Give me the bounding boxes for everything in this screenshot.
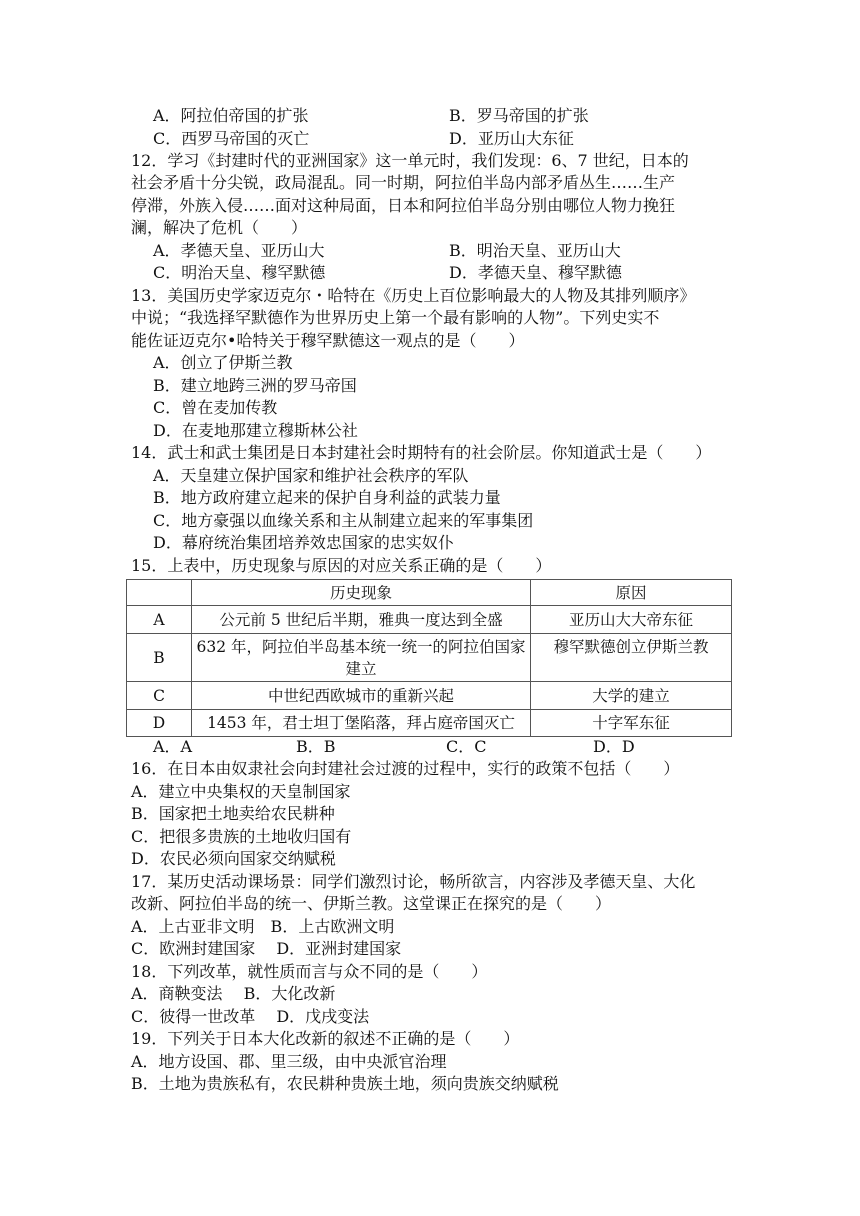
q13-stem-line: 能佐证迈克尔•哈特关于穆罕默德这一观点的是（ ） — [131, 331, 525, 350]
q15-stem: 15．上表中，历史现象与原因的对应关系正确的是（ ） — [131, 556, 552, 575]
q12-stem-line: 澜，解决了危机（ ） — [131, 218, 308, 237]
q12-stem-line: 停滞，外族入侵……面对这种局面，日本和阿拉伯半岛分别由哪位人物力挽狂 — [131, 196, 676, 215]
table-cell: D — [127, 710, 192, 737]
table-header-cell — [127, 580, 192, 606]
q16-option-d: D．农民必须向国家交纳赋税 — [131, 849, 336, 868]
table-row — [127, 606, 732, 634]
q18-options-ab: A．商鞅变法 B．大化改新 — [131, 984, 336, 1003]
q18-stem: 18．下列改革，就性质而言与众不同的是（ ） — [131, 962, 488, 981]
table-cell: C — [127, 682, 192, 710]
q15-option-b: B．B — [296, 737, 336, 756]
q15-option-d: D．D — [593, 737, 635, 756]
table-cell: A — [127, 606, 192, 634]
q15-option-c: C．C — [446, 737, 487, 756]
q19-stem: 19．下列关于日本大化改新的叙述不正确的是（ ） — [131, 1029, 520, 1048]
q12-option-c: C．明治天皇、穆罕默德 — [153, 263, 326, 282]
q15-option-a: A．A — [153, 737, 193, 756]
history-table — [126, 579, 732, 737]
table-row — [127, 682, 732, 710]
q13-option-c: C．曾在麦加传教 — [153, 398, 278, 417]
q13-stem-line: 13．美国历史学家迈克尔・哈特在《历史上百位影响最大的人物及其排列顺序》 — [131, 286, 696, 305]
q19-option-a: A．地方设国、郡、里三级，由中央派官治理 — [131, 1052, 447, 1071]
q13-option-a: A．创立了伊斯兰教 — [153, 353, 293, 372]
table-header-cell: 原因 — [531, 580, 732, 606]
q19-option-b: B．土地为贵族私有，农民耕种贵族土地，须向贵族交纳赋税 — [131, 1074, 559, 1093]
q14-stem: 14．武士和武士集团是日本封建社会时期特有的社会阶层。你知道武士是（ ） — [131, 443, 712, 462]
q16-option-b: B．国家把土地卖给农民耕种 — [131, 804, 335, 823]
q14-option-d: D．幕府统治集团培养效忠国家的忠实奴仆 — [153, 533, 454, 552]
q11-option-c: C．西罗马帝国的灭亡 — [153, 129, 310, 148]
q12-stem-line: 12．学习《封建时代的亚洲国家》这一单元时，我们发现：6、7 世纪，日本的 — [131, 151, 689, 170]
table-cell: 大学的建立 — [531, 682, 732, 710]
table-cell: 中世纪西欧城市的重新兴起 — [192, 682, 531, 710]
table-cell: 公元前 5 世纪后半期，雅典一度达到全盛 — [192, 606, 531, 634]
q17-stem-line: 17．某历史活动课场景：同学们激烈讨论，畅所欲言，内容涉及孝德天皇、大化 — [131, 872, 696, 891]
q14-option-b: B．地方政府建立起来的保护自身利益的武装力量 — [153, 488, 501, 507]
q16-option-c: C．把很多贵族的土地收归国有 — [131, 827, 352, 846]
q13-stem-line: 中说；“我选择罕默德作为世界历史上第一个最有影响的人物”。下列史实不 — [131, 308, 660, 327]
table-row — [127, 710, 732, 737]
q12-option-d: D．孝德天皇、穆罕默德 — [449, 263, 622, 282]
q14-option-a: A．天皇建立保护国家和维护社会秩序的军队 — [153, 466, 469, 485]
q16-option-a: A．建立中央集权的天皇制国家 — [131, 782, 351, 801]
q13-option-d: D．在麦地那建立穆斯林公社 — [153, 421, 358, 440]
q11-option-d: D．亚历山大东征 — [449, 129, 574, 148]
table-header-cell: 历史现象 — [192, 580, 531, 606]
q12-stem-line: 社会矛盾十分尖锐，政局混乱。同一时期，阿拉伯半岛内部矛盾丛生……生产 — [131, 173, 676, 192]
q17-stem-line: 改新、阿拉伯半岛的统一、伊斯兰教。这堂课正在探究的是（ ） — [131, 894, 612, 913]
q17-options-cd: C．欧洲封建国家 D．亚洲封建国家 — [131, 939, 402, 958]
table-row — [127, 634, 732, 682]
table-cell: 穆罕默德创立伊斯兰教 — [531, 634, 732, 682]
q11-option-a: A．阿拉伯帝国的扩张 — [153, 106, 309, 125]
q11-option-b: B．罗马帝国的扩张 — [449, 106, 589, 125]
q12-option-b: B．明治天皇、亚历山大 — [449, 241, 621, 260]
table-cell: 十字军东征 — [531, 710, 732, 737]
q16-stem: 16．在日本由奴隶社会向封建社会过渡的过程中，实行的政策不包括（ ） — [131, 759, 680, 778]
q14-option-c: C．地方豪强以血缘关系和主从制建立起来的军事集团 — [153, 511, 534, 530]
q13-option-b: B．建立地跨三洲的罗马帝国 — [153, 376, 357, 395]
q17-options-ab: A．上古亚非文明 B．上古欧洲文明 — [131, 917, 395, 936]
q12-option-a: A．孝德天皇、亚历山大 — [153, 241, 325, 260]
table-header-row — [127, 580, 732, 606]
table-cell: 1453 年，君士坦丁堡陷落，拜占庭帝国灭亡 — [192, 710, 531, 737]
table-cell: B — [127, 634, 192, 682]
table-cell: 亚历山大大帝东征 — [531, 606, 732, 634]
table-cell: 632 年，阿拉伯半岛基本统一统一的阿拉伯国家建立 — [192, 634, 531, 682]
q18-options-cd: C．彼得一世改革 D．戊戌变法 — [131, 1007, 370, 1026]
